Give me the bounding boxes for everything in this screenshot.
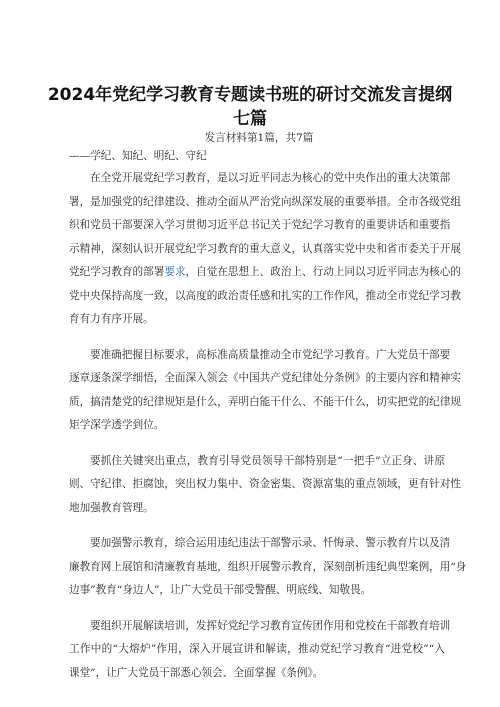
paragraph-line: 示精神，深刻认识开展党纪学习教育的重大意义，认真落实党中央和省市委关于开展: [69, 242, 461, 255]
paragraph-line: 在全党开展党纪学习教育，是以习近平同志为核心的党中央作出的重大决策部: [90, 172, 451, 184]
paragraph-line: 边事”教育“身边人”，让广大党员干部受警醒、明底线、知敬畏。: [69, 584, 372, 596]
document-title-line-2: 七篇: [233, 109, 267, 130]
paragraph-line: 廉教育网上展馆和清廉教育基地，组织开展警示教育，深刻剖析违纪典型案例，用“身: [69, 560, 467, 573]
paragraph-line: 工作中的“大熔炉”作用，深入开展宣讲和解读，推动党纪学习教育“进党校”“入: [69, 643, 445, 655]
paragraph-line: 质，搞清楚党的纪律规矩是什么，弄明白能干什么、不能干什么，切实把党的纪律规: [69, 395, 461, 408]
paragraph-line: 逐章逐条深学细悟，全面深入领会《中国共产党纪律处分条例》的主要内容和精神实: [69, 372, 461, 384]
body-paragraph: [69, 532, 467, 603]
paragraph-list: [69, 167, 467, 685]
paragraph-line: 署，是加强党的纪律建设、推动全面从严治党向纵深发展的重要举措。全市各级党组: [69, 195, 461, 208]
body-paragraph: [69, 167, 461, 332]
paragraph-line: 矩学深学透学到位。: [69, 419, 165, 431]
paragraph-line: 则、守纪律、拒腐蚀，突出权力集中、资金密集、资源富集的重点领域，更有针对性: [69, 478, 461, 490]
body-paragraph: [69, 615, 451, 686]
paragraph-line: 织和党员干部要深入学习贯彻习近平总书记关于党纪学习教育的重要讲话和重要指: [69, 219, 451, 231]
paragraph-line: 育有力有序开展。: [69, 313, 154, 325]
theme-line: ——学纪、知纪、明纪、守纪: [69, 150, 207, 162]
body-paragraph: [69, 450, 461, 521]
paragraph-line: 地加强教育管理。: [69, 501, 154, 514]
paragraph-line: 要组织开展解读培训，发挥好党纪学习教育宣传团作用和党校在干部教育培训: [90, 619, 451, 632]
paragraph-line: 要抓住关键突出重点，教育引导党员领导干部特别是“一把手”立正身、讲原: [90, 454, 445, 467]
material-label: 发言材料第1篇，共7篇: [204, 132, 314, 144]
document-title-line-1: 2024年党纪学习教育专题读书班的研讨交流发言提纲: [47, 85, 453, 106]
highlighted-text: 要求: [164, 266, 186, 278]
document-body: [69, 130, 467, 697]
paragraph-line: 要准确把握目标要求，高标准高质量推动全市党纪学习教育。广大党员干部要: [90, 348, 451, 361]
paragraph-line: 要加强警示教育，综合运用违纪违法干部警示录、忏悔录、警示教育片以及清: [90, 537, 451, 549]
document-title: [30, 83, 470, 131]
body-paragraph: [69, 344, 461, 438]
paragraph-line: 课堂”，让广大党员干部悉心领会、全面掌握《条例》。: [69, 666, 324, 679]
paragraph-line: 党中央保持高度一致，以高度的政治责任感和扎实的工作作风，推动全市党纪学习教: [69, 289, 461, 302]
paragraph-line: 党纪学习教育的部署要求，自觉在思想上、政治上、行动上同以习近平同志为核心的: [69, 266, 461, 278]
